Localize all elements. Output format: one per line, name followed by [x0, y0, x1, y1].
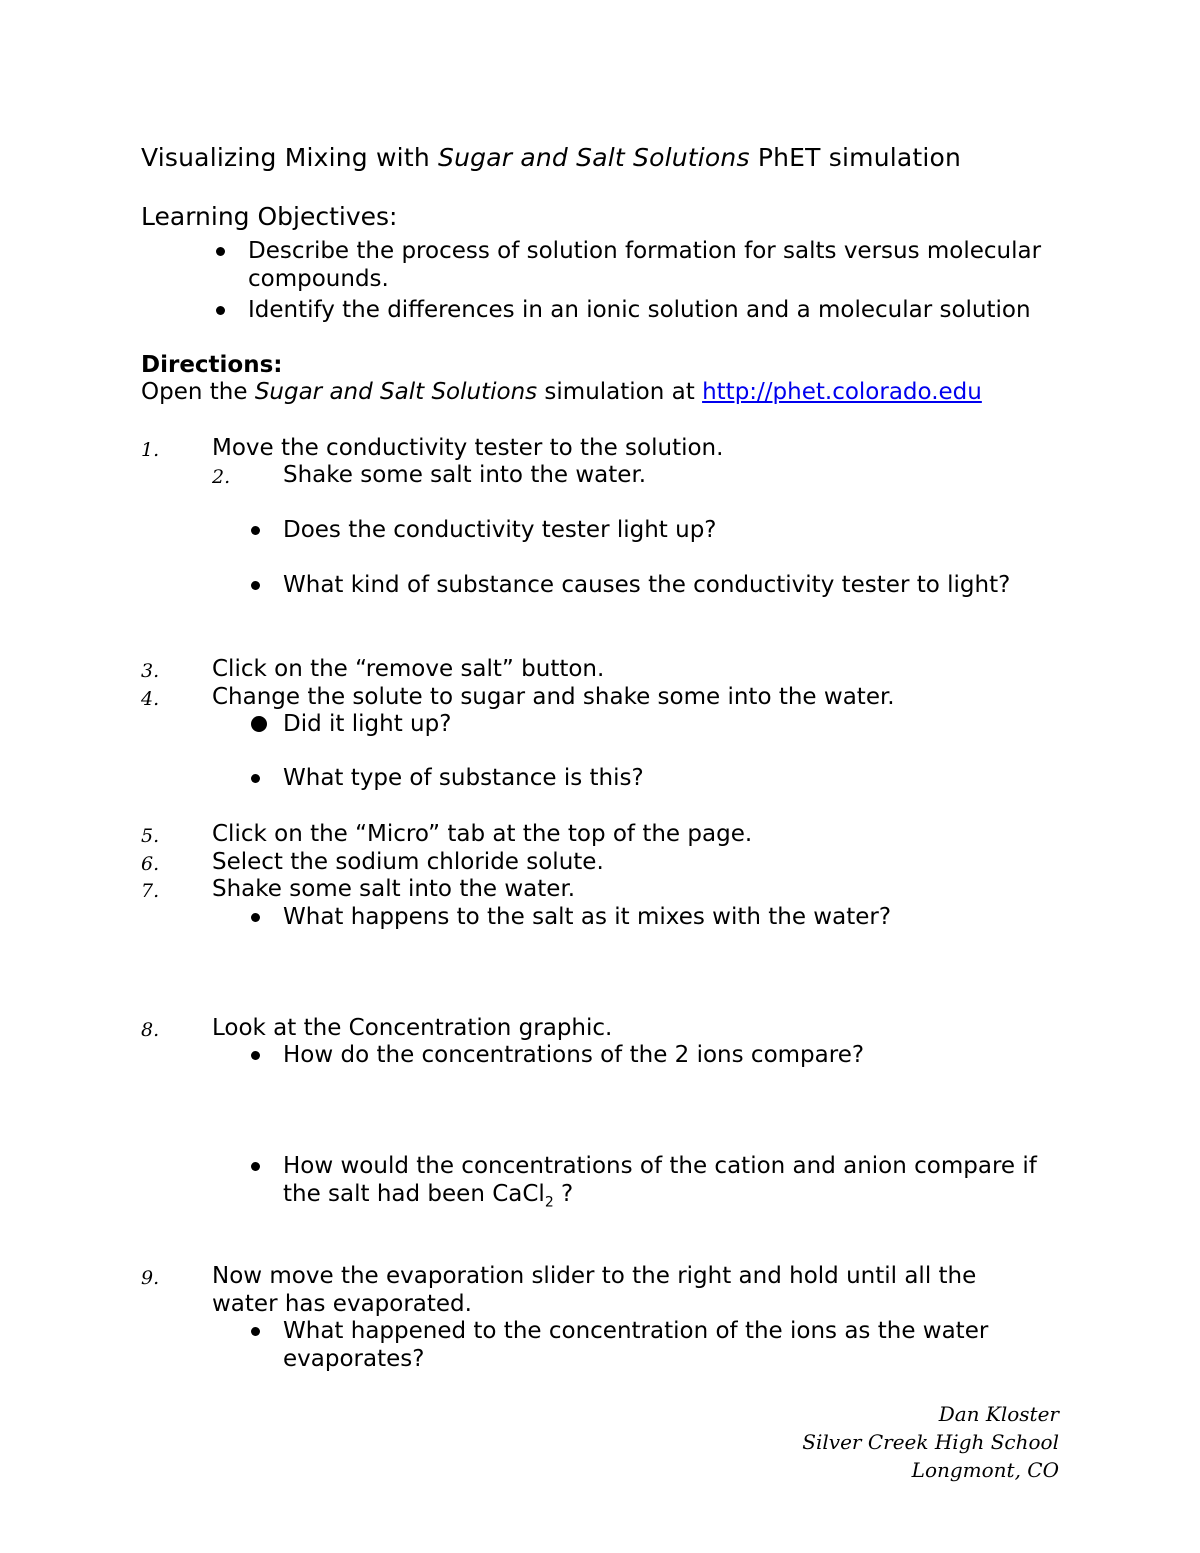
question-bullet-icon: [251, 716, 267, 732]
step-text: Now move the evaporation slider to the right and hold until all the: [212, 1263, 977, 1289]
step-number: 3.: [141, 660, 160, 682]
step-number: 8.: [141, 1019, 160, 1041]
question-bullet-icon: [251, 581, 260, 590]
step-text-cont: water has evaporated.: [212, 1291, 472, 1317]
question-text: What happens to the salt as it mixes with the water?: [283, 904, 892, 930]
step-text: Select the sodium chloride solute.: [212, 849, 604, 875]
directions-open-line: [141, 378, 982, 406]
question-bullet-icon: [251, 774, 260, 783]
question-bullet-icon: [251, 1051, 260, 1060]
question-cacl-text: the salt had been CaCl: [283, 1181, 545, 1207]
step-text: Shake some salt into the water.: [283, 462, 647, 488]
objectives-heading: Learning Objectives:: [141, 202, 398, 231]
question-text-cont: evaporates?: [283, 1346, 425, 1372]
step-text: Click on the “Micro” tab at the top of the page.: [212, 821, 753, 847]
objective-bullet-icon: [216, 247, 225, 256]
step-number: 6.: [141, 853, 160, 875]
directions-sim-name: Sugar and Salt Solutions: [254, 379, 538, 405]
question-text-cont: [283, 1180, 574, 1211]
objective-item-1: Describe the process of solution formation for salts versus molecular: [248, 238, 1042, 264]
title-sim-name: Sugar and Salt Solutions: [438, 143, 750, 172]
question-text: What kind of substance causes the conductivity tester to light?: [283, 572, 1011, 598]
question-bullet-icon: [251, 913, 260, 922]
step-text: Look at the Concentration graphic.: [212, 1015, 613, 1041]
step-number: 2.: [212, 466, 231, 488]
subscript-2: 2: [544, 1194, 554, 1211]
author-school: Silver Creek High School: [802, 1430, 1059, 1454]
step-text: Change the solute to sugar and shake some into the water.: [212, 684, 895, 710]
step-text: Click on the “remove salt” button.: [212, 656, 605, 682]
step-number: 4.: [141, 688, 160, 710]
step-text: Shake some salt into the water.: [212, 876, 576, 902]
question-cacl-end: ?: [553, 1181, 574, 1207]
author-name: Dan Kloster: [938, 1402, 1059, 1426]
directions-open-mid: simulation at: [537, 379, 703, 405]
title-text-start: Visualizing Mixing with: [141, 143, 439, 172]
question-text: What type of substance is this?: [283, 765, 644, 791]
question-text: Does the conductivity tester light up?: [283, 517, 717, 543]
question-text: Did it light up?: [283, 711, 452, 737]
phet-link[interactable]: http://phet.colorado.edu: [702, 379, 982, 405]
step-number: 9.: [141, 1267, 160, 1289]
step-number: 5.: [141, 825, 160, 847]
author-location: Longmont, CO: [911, 1458, 1059, 1482]
question-bullet-icon: [251, 526, 260, 535]
objective-item-2: Identify the differences in an ionic solution and a molecular solution: [248, 297, 1031, 323]
objective-item-1-cont: compounds.: [248, 266, 389, 292]
step-number: 7.: [141, 880, 160, 902]
step-number: 1.: [141, 439, 160, 461]
page-title: [141, 142, 961, 174]
question-text: How would the concentrations of the cation and anion compare if: [283, 1153, 1037, 1179]
objective-bullet-icon: [216, 306, 225, 315]
question-text: What happened to the concentration of the ions as the water: [283, 1318, 989, 1344]
question-bullet-icon: [251, 1162, 260, 1171]
directions-open-prefix: Open the: [141, 379, 255, 405]
question-text: How do the concentrations of the 2 ions compare?: [283, 1042, 865, 1068]
step-text: Move the conductivity tester to the solution.: [212, 435, 724, 461]
title-text-end: PhET simulation: [749, 143, 962, 172]
question-bullet-icon: [251, 1327, 260, 1336]
directions-heading: Directions:: [141, 352, 283, 378]
